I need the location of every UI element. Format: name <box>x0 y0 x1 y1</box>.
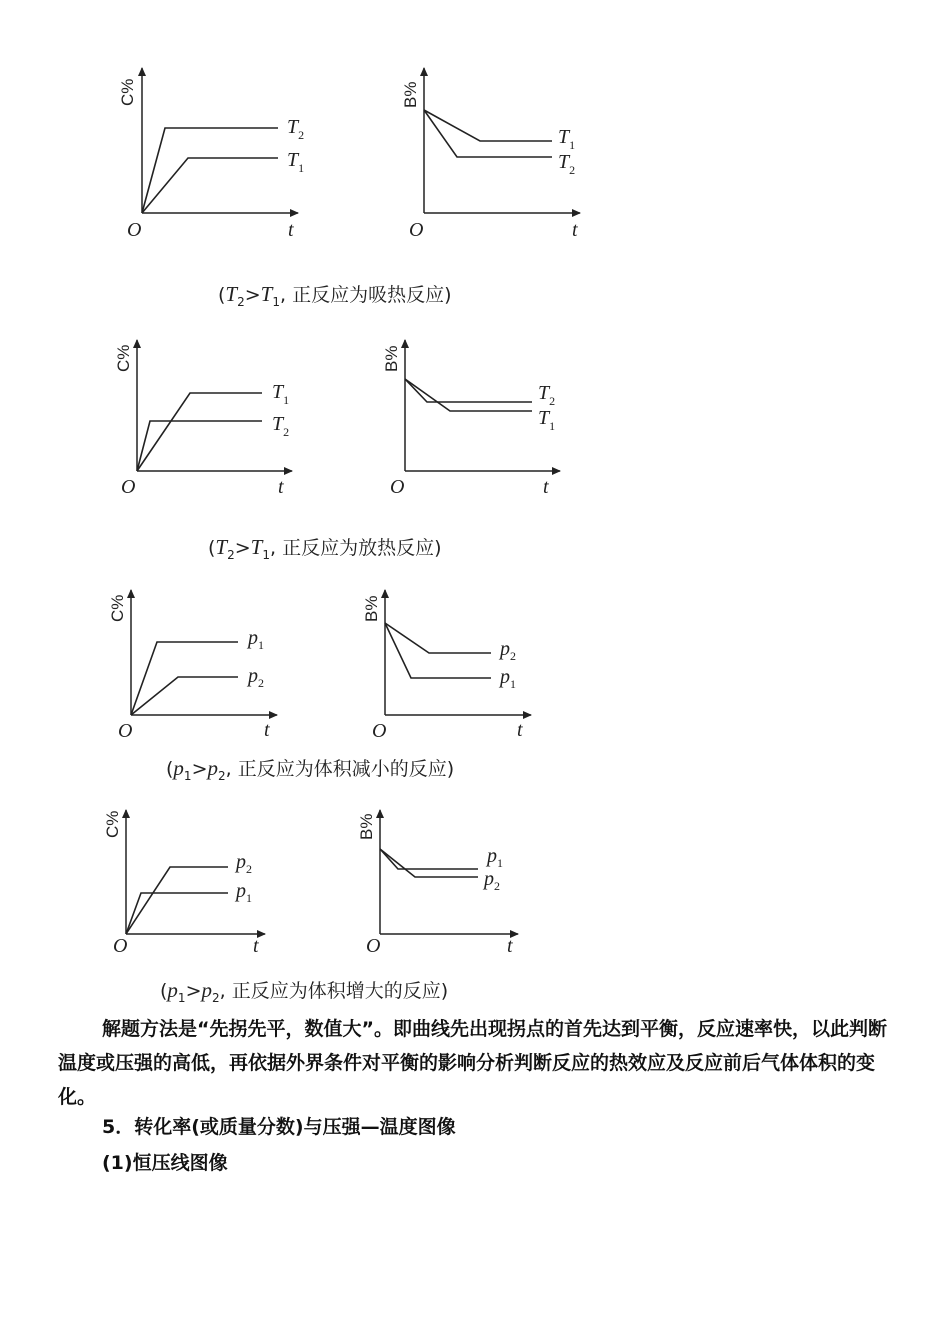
y-axis-label: C% <box>114 344 133 372</box>
origin-label: O <box>113 935 128 957</box>
curve-upper <box>405 379 532 402</box>
curve-lower <box>380 849 478 877</box>
curve-label-upper: $T_2$ <box>287 116 305 142</box>
graph-1-left <box>118 68 304 241</box>
curve-lower <box>385 623 491 678</box>
curve-label-lower: $p_1$ <box>236 880 252 905</box>
section-heading: 5．转化率(或质量分数)与压强—温度图像 <box>102 1116 456 1138</box>
curve-upper <box>126 867 228 934</box>
curve-lower <box>424 110 552 157</box>
curve-label-upper: $p_2$ <box>500 638 516 663</box>
x-axis-label: t <box>517 719 523 741</box>
y-axis-label: B% <box>362 595 381 622</box>
figure-1-caption: ($T_2>T_1$, 正反应为吸热反应) <box>218 282 452 309</box>
graph-4-right <box>357 810 518 957</box>
curve-upper <box>380 849 478 869</box>
curve-label-lower: $p_2$ <box>484 868 500 893</box>
x-axis-label: t <box>253 935 259 957</box>
origin-label: O <box>390 476 405 498</box>
curve-upper <box>137 393 262 471</box>
curve-lower <box>142 158 278 213</box>
curve-label-upper: $T_1$ <box>272 381 290 407</box>
y-axis-label: B% <box>357 813 376 840</box>
curve-label-upper: $p_2$ <box>236 851 252 876</box>
graph-1-right <box>401 68 580 241</box>
curve-label-upper: $T_2$ <box>538 382 556 408</box>
figure-4-caption: ($p_1>p_2$, 正反应为体积增大的反应) <box>160 978 449 1005</box>
y-axis-label: B% <box>401 81 420 108</box>
origin-label: O <box>118 720 133 742</box>
curve-label-lower: $T_2$ <box>558 151 576 177</box>
curve-lower <box>131 677 238 715</box>
y-axis-label: C% <box>108 594 127 622</box>
x-axis-label: t <box>288 219 294 241</box>
graph-3-right <box>362 590 531 742</box>
curve-upper <box>142 128 278 213</box>
subsection-heading: (1)恒压线图像 <box>102 1152 228 1174</box>
curve-lower <box>137 421 262 471</box>
origin-label: O <box>127 219 142 241</box>
graph-2-left <box>114 340 292 498</box>
curve-label-lower: $T_1$ <box>538 407 556 433</box>
x-axis-label: t <box>278 476 284 498</box>
curve-label-lower: $p_2$ <box>248 665 264 690</box>
x-axis-label: t <box>572 219 578 241</box>
origin-label: O <box>366 935 381 957</box>
graph-4-left <box>103 810 265 957</box>
y-axis-label: B% <box>382 345 401 372</box>
x-axis-label: t <box>543 476 549 498</box>
origin-label: O <box>121 476 136 498</box>
origin-label: O <box>409 219 424 241</box>
curve-label-lower: $T_2$ <box>272 413 290 439</box>
x-axis-label: t <box>264 719 270 741</box>
y-axis-label: C% <box>118 78 137 106</box>
curve-label-lower: $p_1$ <box>500 666 516 691</box>
graph-2-right <box>382 340 560 498</box>
method-paragraph: 解题方法是“先拐先平，数值大”。即曲线先出现拐点的首先达到平衡，反应速率快，以此判断温度或压强的高低，再依据外界条件对平衡的影响分析判断反应的热效应及反应前后气体体积的变化。 <box>58 1018 887 1108</box>
curve-label-upper: $T_1$ <box>558 126 576 152</box>
curve-label-upper: $p_1$ <box>487 845 503 870</box>
curve-label-upper: $p_1$ <box>248 627 264 652</box>
figure-2-caption: ($T_2>T_1$, 正反应为放热反应) <box>208 535 442 562</box>
figure-3-caption: ($p_1>p_2$, 正反应为体积减小的反应) <box>166 756 455 783</box>
curve-upper <box>385 623 491 653</box>
curve-lower <box>405 379 532 411</box>
curve-label-lower: $T_1$ <box>287 149 305 175</box>
curve-upper <box>131 642 238 715</box>
x-axis-label: t <box>507 935 513 957</box>
origin-label: O <box>372 720 387 742</box>
y-axis-label: C% <box>103 810 122 838</box>
graph-3-left <box>108 590 277 742</box>
curve-lower <box>126 893 228 934</box>
